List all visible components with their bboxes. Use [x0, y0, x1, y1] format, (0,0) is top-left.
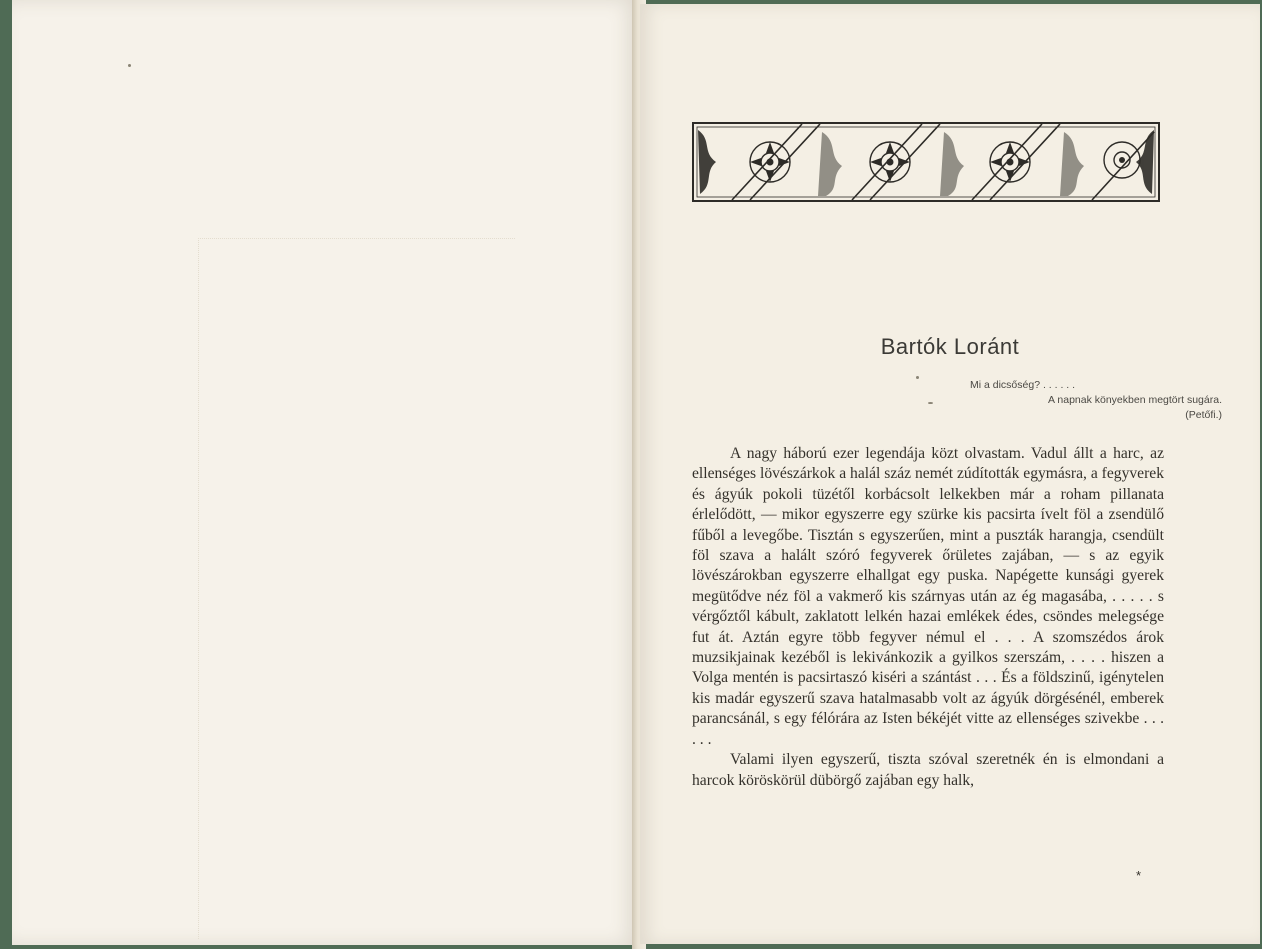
floral-ornament-icon	[692, 122, 1160, 202]
epigraph-line: A napnak könyekben megtört sugára.	[1048, 394, 1222, 406]
paper-speck	[916, 376, 919, 379]
paragraph: A nagy háború ezer legendája közt olvastam. Vadul állt a harc, az ellenséges lövészárkok a halál száz nemét zúdították egymásra, a fegyverek és ágyúk pokoli tüzétől korbácsolt lelkekben már a roham pillanata érlelődött, — mikor egyszerre egy szürke kis pacsirta ívelt föl a zsendülő fűből a levegőbe. Tisztán s egyszerűen, mint a puszták harangja, csendült föl szava a halált szóró fegyverek őrületes zajában, — s az egyik lövészárokban egyszerre elhallgat egy puska. Napégette kunsági gyerek megütődve néz föl a vakmerő kis szárnyas után az ég magasába, . . . . . s vérgőztől kábult, zaklatott lelkén hazai emlékek édes, csöndes melegsége fut át. Aztán egyre több fegyver némul el . . . A szomszédos árok muzsikjainak kezéből is lekivánkozik a gyilkos szerszám, . . . . hiszen a Volga mentén is pacsirtaszó kiséri a szántást . . . És a földszinű, igénytelen kis madár egyszerű szava hatalmasabb volt az ágyúk dörgésénél, emberek parancsánál, s egy félórára az Isten békéjét vitte az ellenséges szivekbe . . . . . .	[692, 445, 1164, 748]
left-blank-page	[12, 0, 638, 945]
chapter-title: Bartók Loránt	[880, 334, 1020, 359]
right-text-page	[640, 4, 1260, 944]
epigraph	[970, 378, 1222, 423]
paper-speck	[928, 402, 933, 404]
epigraph-line: Mi a dicsőség? . . . . . .	[970, 379, 1076, 391]
paper-speck	[128, 64, 131, 67]
plate-impression	[198, 238, 515, 939]
paragraph: Valami ilyen egyszerű, tiszta szóval szeretnék én is elmondani a harcok köröskörül dübörgő zajában egy halk,	[692, 751, 1164, 789]
signature-mark: *	[1136, 868, 1142, 883]
epigraph-attribution: (Petőfi.)	[1185, 409, 1222, 421]
body-text	[692, 444, 1164, 791]
